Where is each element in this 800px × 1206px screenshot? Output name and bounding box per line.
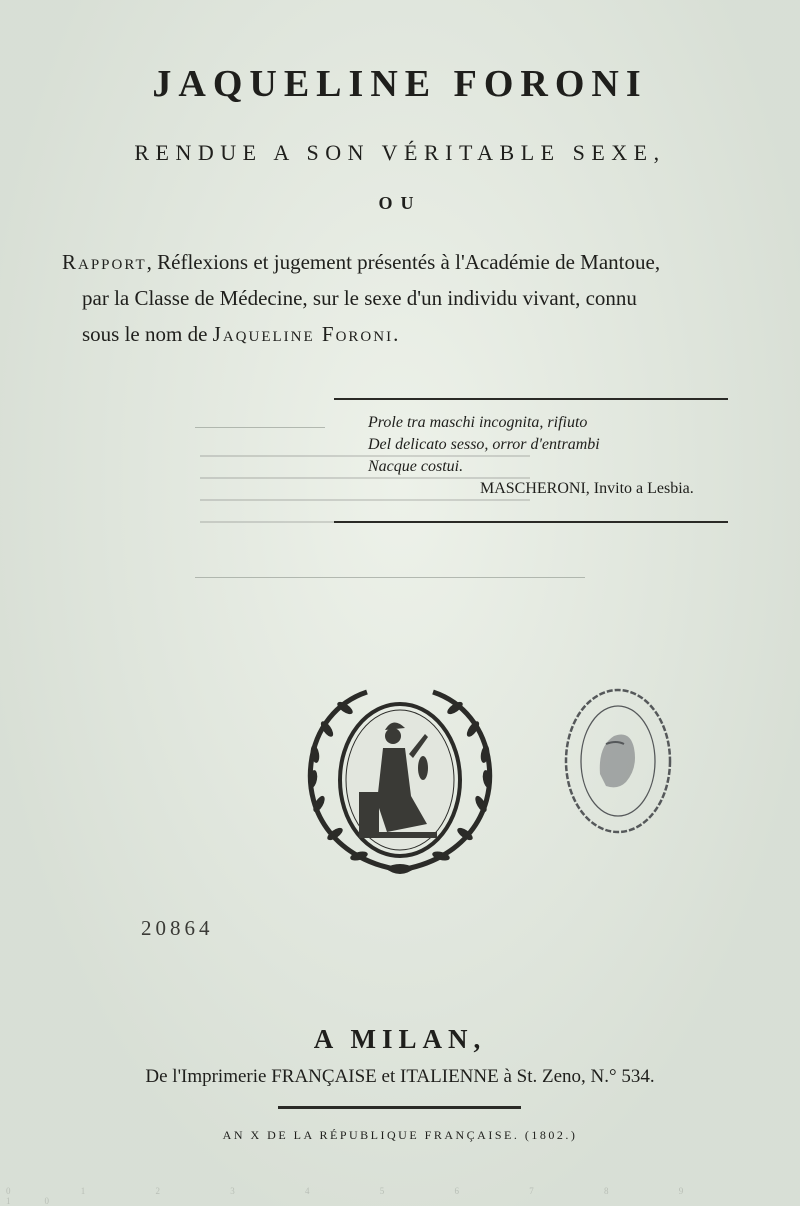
epigraph-attribution: MASCHERONI, Invito a Lesbia. (480, 480, 694, 497)
description-line-3 (62, 316, 787, 352)
minerva-vignette-icon (297, 684, 503, 884)
epigraph-line-1: Prole tra maschi incognita, rifiuto (368, 414, 588, 431)
imprint-rule (278, 1106, 521, 1109)
scan-scale-marks: 0 1 2 3 4 5 6 7 8 9 10 (6, 1186, 718, 1206)
book-title: JAQUELINE FORONI (152, 63, 648, 105)
imprint-date: AN X DE LA RÉPUBLIQUE FRANÇAISE. (1802.) (222, 1128, 578, 1142)
description-line-1-rest: , Réflexions et jugement présentés à l'Académie de Mantoue, (146, 250, 661, 274)
description-line-3-start: sous le nom de (82, 322, 213, 346)
show-through-rule (195, 427, 325, 428)
imprint-place: A MILAN, (313, 1024, 487, 1054)
epigraph-line-3: Nacque costui. (368, 458, 464, 475)
description-line-2: par la Classe de Médecine, sur le sexe d'un individu vivant, connu (82, 286, 637, 310)
show-through-rule-bottom (195, 577, 585, 578)
book-subtitle: RENDUE A SON VÉRITABLE SEXE, (134, 140, 666, 165)
epigraph-bottom-rule (334, 521, 728, 523)
epigraph (368, 412, 694, 500)
conjunction-ou: OU (378, 193, 422, 213)
library-stamp-icon (562, 686, 674, 836)
epigraph-top-rule (334, 398, 728, 400)
epigraph-line-2: Del delicato sesso, orror d'entrambi (368, 436, 600, 453)
description-line-1 (62, 244, 787, 280)
description-paragraph (62, 244, 787, 352)
subject-name: Jaqueline Foroni. (212, 322, 401, 346)
rapport-word: Rapport (62, 250, 147, 274)
imprint-printer: De l'Imprimerie FRANÇAISE et ITALIENNE à St. Zeno, N.° 534. (145, 1066, 655, 1087)
library-number: 20864 (141, 916, 214, 940)
